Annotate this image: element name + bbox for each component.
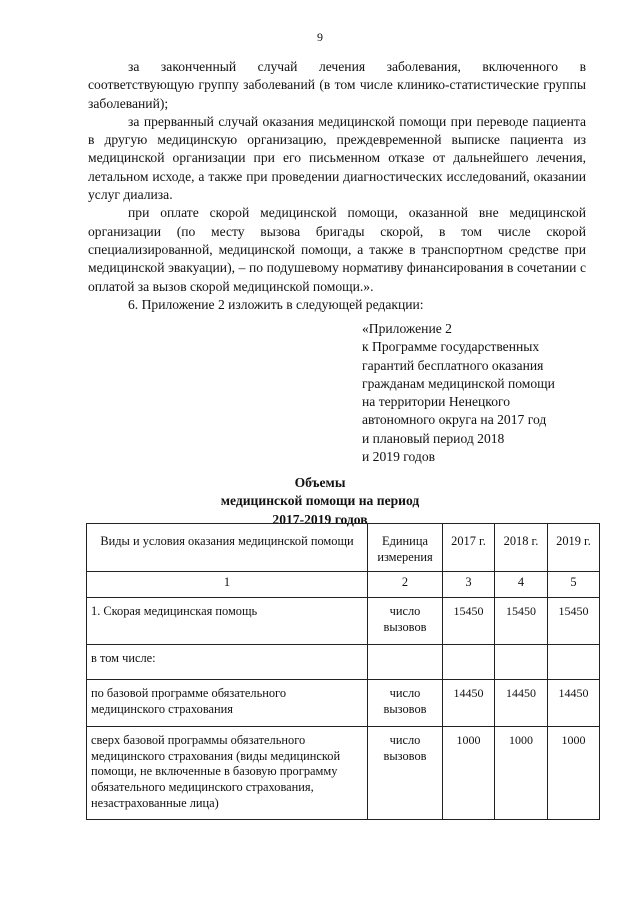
column-number-row bbox=[87, 572, 600, 598]
table-title-line: Объемы bbox=[294, 475, 346, 490]
row-value-2018: 14450 bbox=[495, 680, 548, 727]
appendix-line: и 2019 годов bbox=[362, 449, 436, 465]
header-2017: 2017 г. bbox=[443, 524, 495, 572]
header-kind: Виды и условия оказания медицинской помощи bbox=[87, 524, 368, 572]
column-number: 1 bbox=[87, 572, 368, 598]
table-header-row bbox=[87, 524, 600, 572]
header-2019: 2019 г. bbox=[548, 524, 600, 572]
body-text bbox=[88, 58, 586, 314]
row-value-2017 bbox=[443, 645, 495, 680]
table-row bbox=[87, 680, 600, 727]
table-title-line: медицинской помощи на период bbox=[220, 493, 420, 509]
row-value-2019: 14450 bbox=[548, 680, 600, 727]
column-number: 2 bbox=[368, 572, 443, 598]
row-value-2018: 15450 bbox=[495, 598, 548, 645]
row-value-2017: 14450 bbox=[443, 680, 495, 727]
column-number: 3 bbox=[443, 572, 495, 598]
paragraph: при оплате скорой медицинской помощи, оказанной вне медицинской организации (по месту вызова бригады скорой, в том числе скорой специализированной, медицинской помощи, а также в транспортном средстве при медицинской эвакуации), – по подушевому нормативу финансирования в сочетании с оплатой за вызов скорой медицинской помощи.». bbox=[88, 205, 586, 294]
appendix-line: на территории Ненецкого bbox=[362, 394, 511, 410]
paragraph: 6. Приложение 2 изложить в следующей редакции: bbox=[128, 296, 424, 312]
table-title bbox=[0, 474, 640, 529]
table-title-line: 2017-2019 годов bbox=[272, 511, 368, 527]
row-value-2018 bbox=[495, 645, 548, 680]
row-name: по базовой программе обязательного медицинского страхования bbox=[87, 680, 368, 727]
page-number: 9 bbox=[317, 30, 323, 44]
row-unit bbox=[368, 645, 443, 680]
row-name: 1. Скорая медицинская помощь bbox=[87, 598, 368, 645]
appendix-line: и плановый период 2018 bbox=[362, 430, 505, 446]
row-value-2018: 1000 bbox=[495, 727, 548, 820]
header-unit: Единица измерения bbox=[368, 524, 443, 572]
table-row bbox=[87, 727, 600, 820]
column-number: 4 bbox=[495, 572, 548, 598]
row-value-2019: 1000 bbox=[548, 727, 600, 820]
appendix-line: автономного округа на 2017 год bbox=[362, 412, 547, 428]
column-number: 5 bbox=[548, 572, 600, 598]
row-unit: число вызовов bbox=[368, 598, 443, 645]
row-name: сверх базовой программы обязательного медицинского страхования (виды медицинской помощи, не включенные в базовую программу обязательного медицинского страхования, незастрахованные лица) bbox=[87, 727, 368, 820]
appendix-line: гарантий бесплатного оказания bbox=[362, 357, 544, 373]
row-unit: число вызовов bbox=[368, 680, 443, 727]
row-name: в том числе: bbox=[87, 645, 368, 680]
table-row bbox=[87, 598, 600, 645]
appendix-line: «Приложение 2 bbox=[362, 321, 452, 336]
appendix-line: к Программе государственных bbox=[362, 339, 540, 355]
row-value-2017: 15450 bbox=[443, 598, 495, 645]
paragraph: за прерванный случай оказания медицинской помощи при переводе пациента в другую медицинскую организацию, преждевременной выписке пациента из медицинской организации при его письменном отказе от дальнейшего лечения, летальном исходе, а также при проведении диагностических исследований, оказании услуг диализа. bbox=[88, 113, 586, 203]
paragraph: за законченный случай лечения заболевания, включенного в соответствующую группу заболеваний (в том числе клинико-статистические группы заболеваний); bbox=[88, 59, 586, 111]
appendix-line: гражданам медицинской помощи bbox=[362, 375, 555, 391]
row-value-2019: 15450 bbox=[548, 598, 600, 645]
header-2018: 2018 г. bbox=[495, 524, 548, 572]
volumes-table bbox=[86, 523, 600, 820]
table-row bbox=[87, 645, 600, 680]
row-unit: число вызовов bbox=[368, 727, 443, 820]
appendix-heading bbox=[362, 320, 602, 466]
row-value-2017: 1000 bbox=[443, 727, 495, 820]
row-value-2019 bbox=[548, 645, 600, 680]
